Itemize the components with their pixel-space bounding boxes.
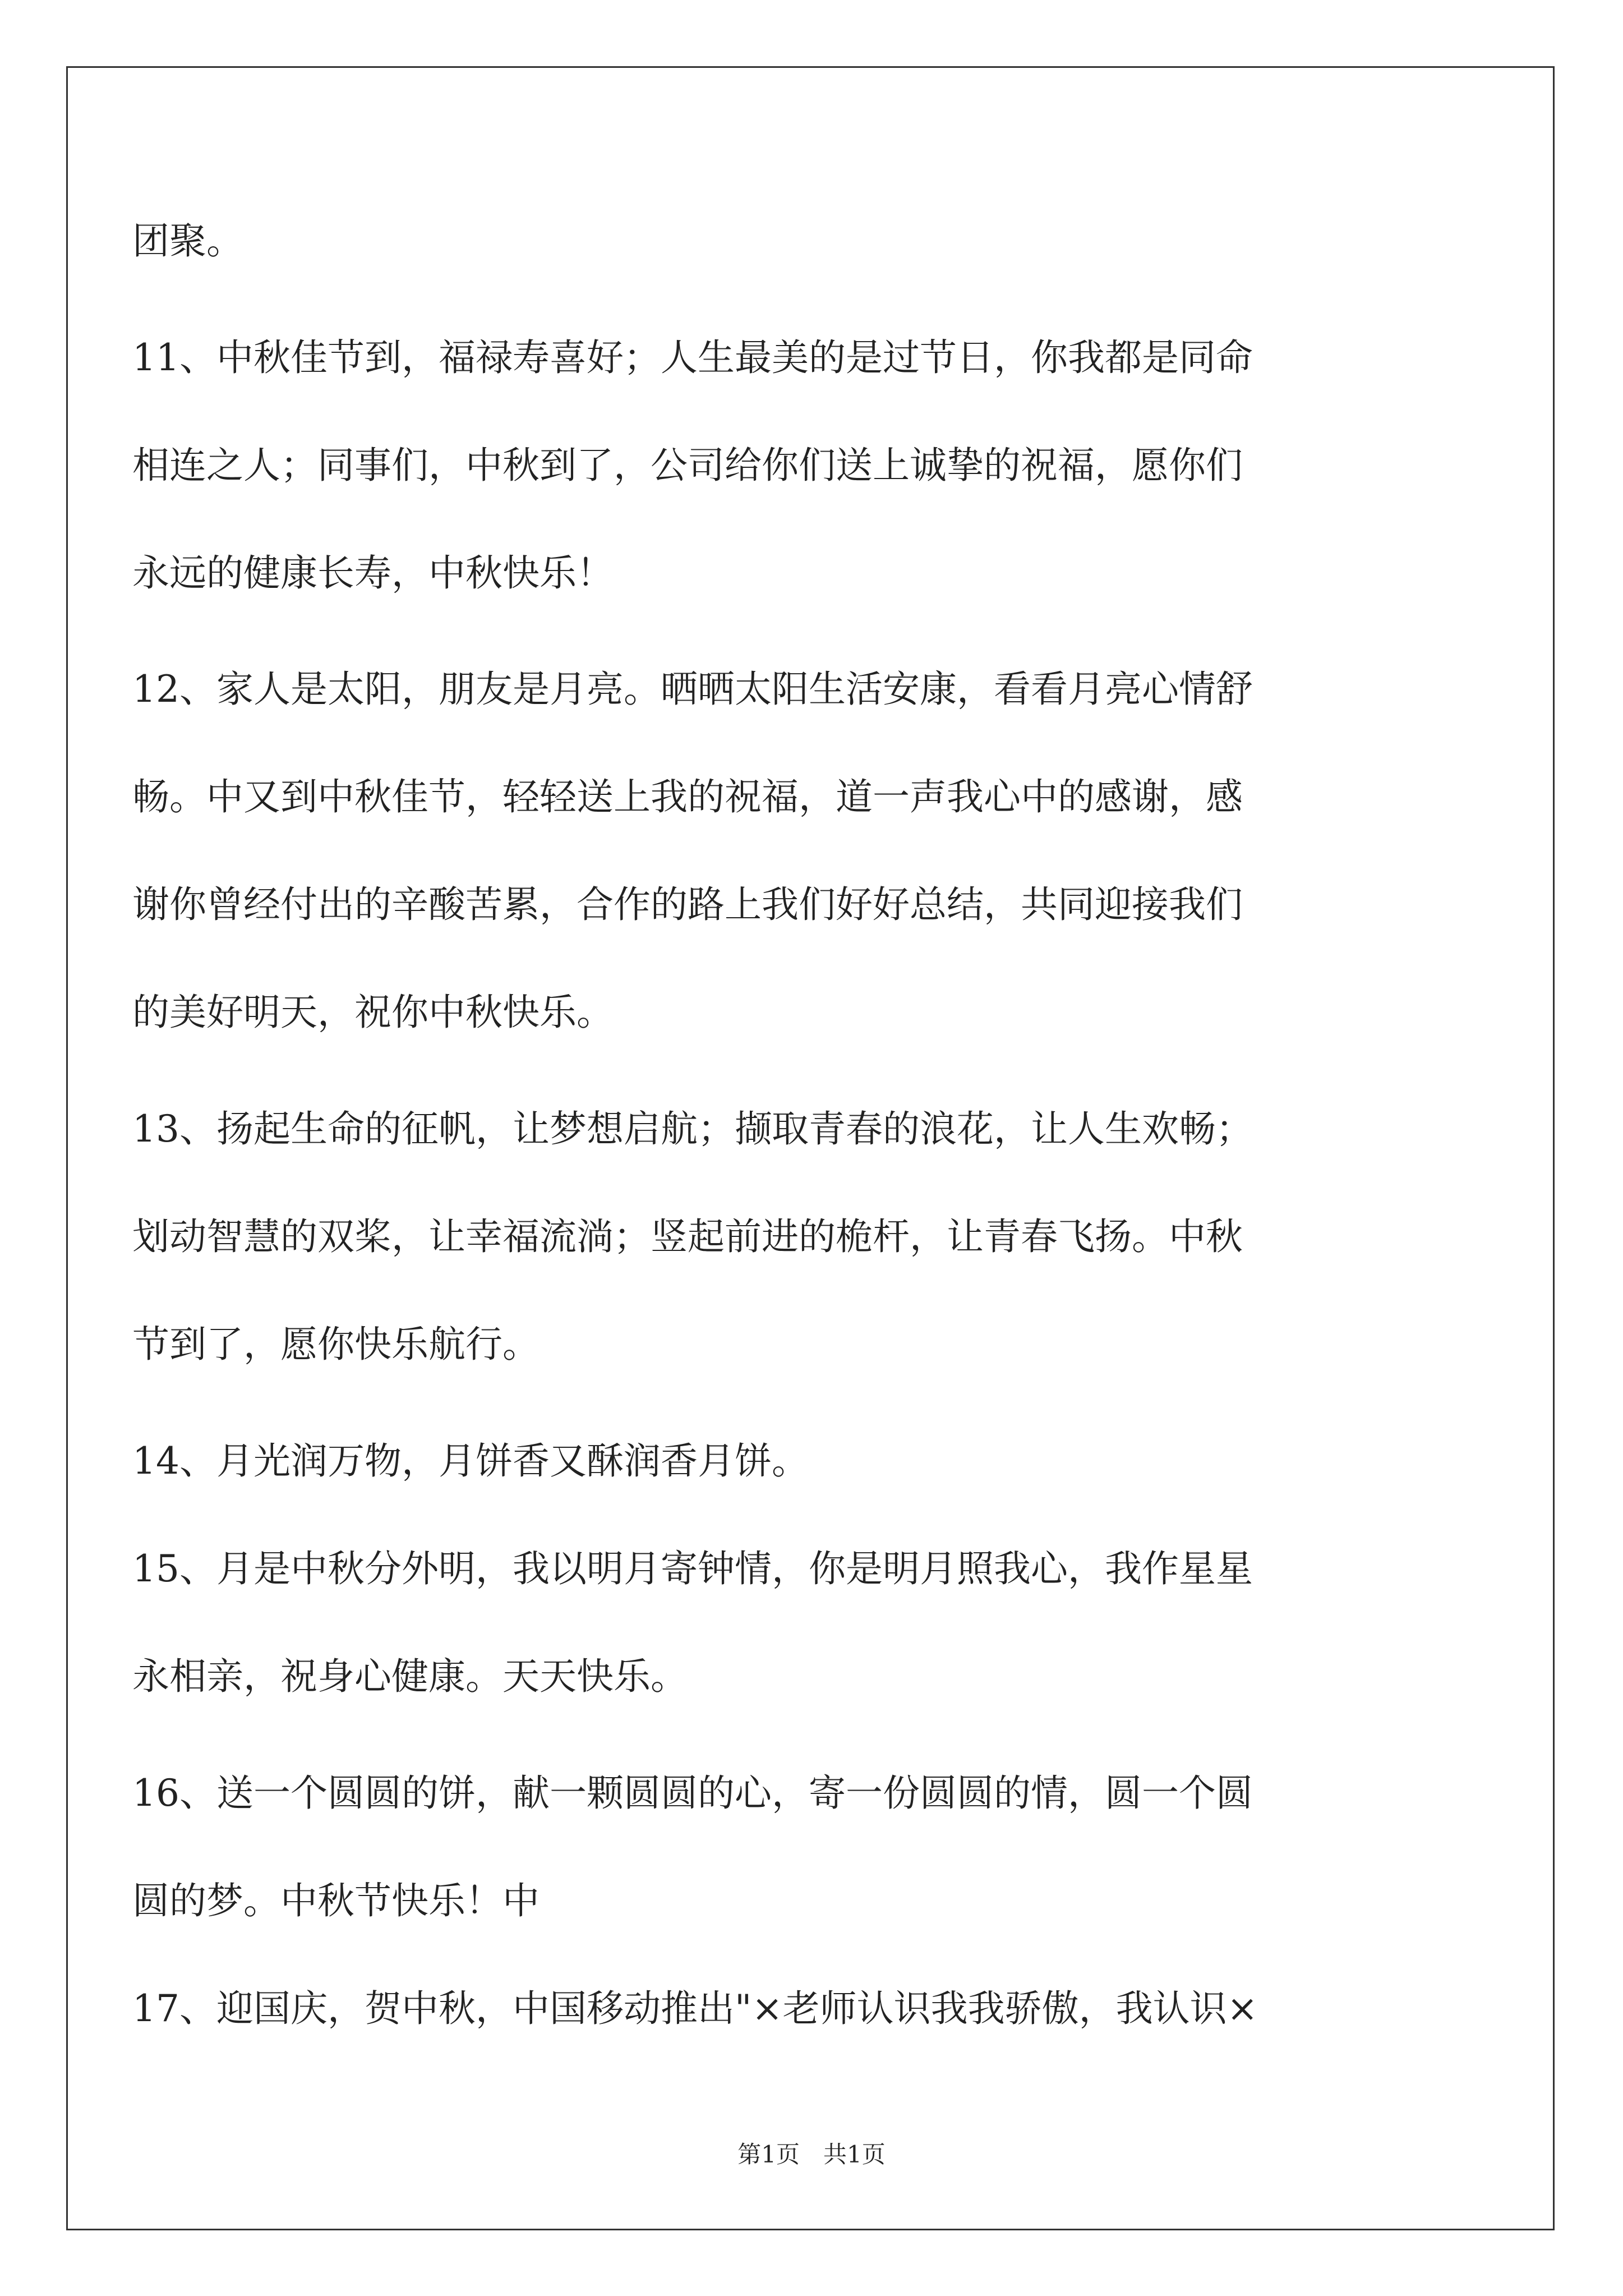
text-line: 11、中秋佳节到，福禄寿喜好；人生最美的是过节日，你我都是同命 bbox=[132, 336, 1253, 379]
text-line: 的美好明天，祝你中秋快乐。 bbox=[132, 991, 614, 1034]
text-line: 永相亲，祝身心健康。天天快乐。 bbox=[132, 1655, 688, 1698]
text-line: 永远的健康长寿，中秋快乐！ bbox=[132, 551, 614, 595]
text-line: 谢你曾经付出的辛酸苦累，合作的路上我们好好总结，共同迎接我们 bbox=[132, 883, 1243, 926]
text-line: 17、迎国庆，贺中秋，中国移动推出"×老师认识我我骄傲，我认识× bbox=[132, 1987, 1258, 2030]
text-line: 团聚。 bbox=[132, 219, 243, 263]
text-line: 划动智慧的双桨，让幸福流淌；竖起前进的桅杆，让青春飞扬。中秋 bbox=[132, 1215, 1243, 1258]
page-footer: 第1页 共1页 bbox=[737, 2141, 886, 2168]
text-line: 14、月光润万物，月饼香又酥润香月饼。 bbox=[132, 1439, 809, 1483]
text-line: 圆的梦。中秋节快乐！中 bbox=[132, 1879, 540, 1922]
text-line: 15、月是中秋分外明，我以明月寄钟情，你是明月照我心，我作星星 bbox=[132, 1547, 1253, 1590]
text-line: 节到了，愿你快乐航行。 bbox=[132, 1323, 540, 1366]
text-line: 13、扬起生命的征帆，让梦想启航；撷取青春的浪花，让人生欢畅； bbox=[132, 1107, 1253, 1151]
text-line: 16、送一个圆圆的饼，献一颗圆圆的心，寄一份圆圆的情，圆一个圆 bbox=[132, 1772, 1253, 1815]
text-line: 畅。中又到中秋佳节，轻轻送上我的祝福，道一声我心中的感谢，感 bbox=[132, 775, 1243, 818]
text-line: 相连之人；同事们，中秋到了，公司给你们送上诚挚的祝福，愿你们 bbox=[132, 444, 1243, 487]
text-line: 12、家人是太阳，朋友是月亮。晒晒太阳生活安康，看看月亮心情舒 bbox=[132, 668, 1253, 711]
